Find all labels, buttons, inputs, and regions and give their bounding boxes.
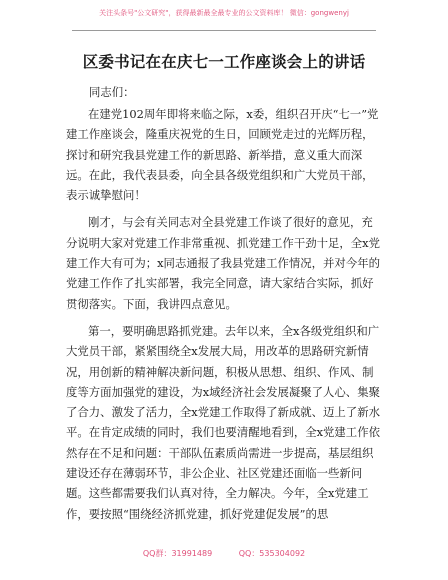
paragraph-1: 在建党102周年即将来临之际，x委，组织召开庆“七一”党建工作座谈会，隆重庆祝党的生日，回顾党走过的光辉历程，探讨和研究我县党建工作的新思路、新举措，意义重大而深远。在此，我代表县委，向全县各级党组织和广大党员干部，表示诚挚慰问！ [66, 107, 379, 203]
footer-qq: QQ：535304092 [238, 549, 306, 558]
page-title: 区委书记在在庆七一工作座谈会上的讲话 [82, 53, 366, 71]
paragraph-3: 第一，要明确思路抓党建。去年以来，全x各级党组织和广大党员干部，紧紧围绕全x发展大局，用改革的思路研究新情况，用创新的精神解决新问题，积极从思想、组织、作风、制度等方面加强党的建设，为x域经济社会发展凝聚了人心、集聚了合力、激发了活力，全x党建工作取得了新成就、迈上了新水平。在肯定成绩的同时，我们也要清醒地看到，全x党建工作依然存在不足和问题：干部队伍素质尚需进一步提高，基层组织建设还存在薄弱环节，非公企业、社区党建还面临一些新问题。这些都需要我们认真对待，全力解决。今年，全x党建工作，要按照“围绕经济抓党建，抓好党建促发展”的思 [66, 323, 380, 521]
salutation: 同志们： [89, 85, 135, 99]
footer-qq-group: QQ群：31991489 [142, 549, 213, 558]
document-body [66, 104, 382, 531]
header-divider [72, 30, 376, 31]
paragraph-2: 刚才，与会有关同志对全县党建工作谈了很好的意见，充分说明大家对党建工作非常重视、抓党建工作干劲十足，全x党建工作大有可为；x同志通报了我县党建工作情况，并对今年的党建工作作了扎实部署，我完全同意，请大家结合实际，抓好贯彻落实。下面，我讲四点意见。 [66, 215, 380, 311]
footer-contact [0, 548, 448, 559]
header-note: 关注头条号"公文研究"，获得最新最全最专业的公文资料库！ 微信：gongwenyj [99, 9, 349, 17]
